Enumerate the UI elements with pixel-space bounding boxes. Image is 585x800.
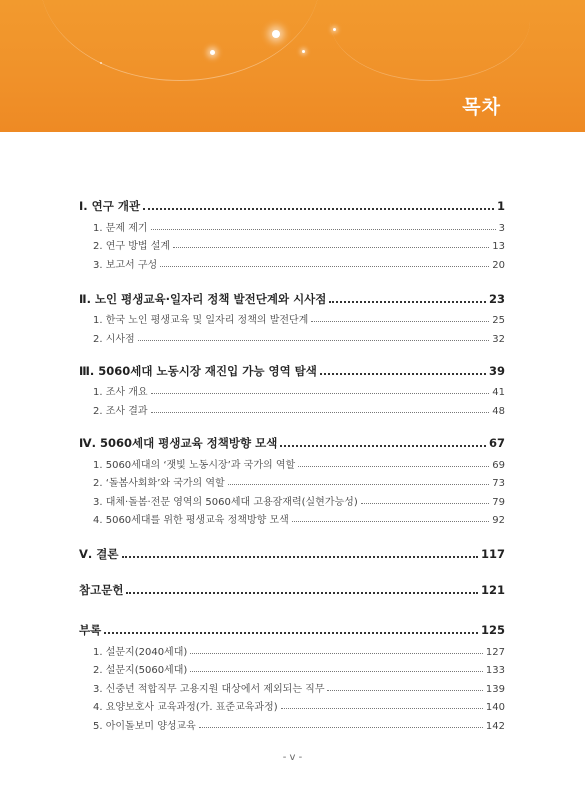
toc-section-entry[interactable] bbox=[93, 643, 505, 658]
toc-section-entry[interactable] bbox=[93, 474, 505, 489]
toc-entry-label: 4. 요양보호사 교육과정(가. 표준교육과정) bbox=[93, 702, 278, 713]
toc-chapter-entry[interactable] bbox=[79, 363, 505, 379]
toc-entry-page-number: 69 bbox=[492, 460, 505, 471]
toc-entry-label: 부록 bbox=[79, 623, 102, 637]
toc-entry-page-number: 133 bbox=[485, 665, 505, 676]
toc-entry-label: 3. 대체·돌봄·전문 영역의 5060세대 고용잠재력(실현가능성) bbox=[93, 497, 358, 508]
toc-entry-page-number: 39 bbox=[488, 364, 505, 378]
toc-entry-label: Ⅱ. 노인 평생교육·일자리 정책 발전단계와 시사점 bbox=[79, 292, 327, 306]
toc-entry-page-number: 125 bbox=[480, 623, 505, 637]
toc-entry-label: Ⅰ. 연구 개관 bbox=[79, 199, 141, 213]
toc-section-entry[interactable] bbox=[93, 219, 505, 234]
toc-entry-label: Ⅳ. 5060세대 평생교육 정책방향 모색 bbox=[79, 436, 278, 450]
dot-leader bbox=[173, 246, 489, 248]
toc-entry-label: Ⅴ. 결론 bbox=[79, 547, 119, 561]
toc-entry-page-number: 67 bbox=[488, 436, 505, 450]
toc-entry-page-number: 117 bbox=[480, 547, 505, 561]
dot-leader bbox=[143, 207, 494, 210]
decorative-arc bbox=[330, 0, 530, 81]
toc-entry-label: 1. 조사 개요 bbox=[93, 387, 148, 398]
toc-entry-label: 1. 한국 노인 평생교육 및 일자리 정책의 발전단계 bbox=[93, 315, 309, 326]
toc-section-entry[interactable] bbox=[93, 680, 505, 695]
page-number: - v - bbox=[282, 752, 303, 763]
toc-entry-page-number: 139 bbox=[485, 684, 505, 695]
dot-leader bbox=[298, 465, 489, 467]
toc-section-entry[interactable] bbox=[93, 493, 505, 508]
toc-entry-page-number: 20 bbox=[492, 260, 505, 271]
toc-chapter-entry[interactable] bbox=[79, 198, 505, 214]
sparkle-icon bbox=[302, 50, 305, 53]
sparkle-icon bbox=[333, 28, 336, 31]
toc-entry-label: Ⅲ. 5060세대 노동시장 재진입 가능 영역 탐색 bbox=[79, 364, 317, 378]
toc-section-entry[interactable] bbox=[93, 511, 505, 526]
dot-leader bbox=[320, 372, 486, 375]
toc-entry-page-number: 79 bbox=[492, 497, 505, 508]
toc-entry-page-number: 41 bbox=[492, 387, 505, 398]
dot-leader bbox=[327, 689, 482, 691]
toc-entry-label: 2. 시사점 bbox=[93, 334, 135, 345]
toc-entry-page-number: 3 bbox=[498, 223, 505, 234]
toc-chapter-entry[interactable] bbox=[79, 622, 505, 638]
toc-entry-label: 3. 보고서 구성 bbox=[93, 260, 158, 271]
dot-leader bbox=[160, 265, 489, 267]
toc-entry-label: 1. 설문지(2040세대) bbox=[93, 647, 188, 658]
sparkle-icon bbox=[272, 30, 280, 38]
toc-section-entry[interactable] bbox=[93, 456, 505, 471]
toc-section-entry[interactable] bbox=[93, 698, 505, 713]
toc-entry-page-number: 140 bbox=[485, 702, 505, 713]
toc-entry-page-number: 142 bbox=[485, 721, 505, 732]
dot-leader bbox=[280, 444, 486, 447]
toc-entry-label: 2. 조사 결과 bbox=[93, 406, 148, 417]
decorative-arc bbox=[40, 0, 320, 81]
sparkle-icon bbox=[210, 50, 215, 55]
dot-leader bbox=[311, 320, 489, 322]
dot-leader bbox=[126, 591, 478, 594]
toc-chapter-entry[interactable] bbox=[79, 291, 505, 307]
dot-leader bbox=[228, 483, 490, 485]
toc-section-entry[interactable] bbox=[93, 330, 505, 345]
toc-entry-page-number: 25 bbox=[492, 315, 505, 326]
toc-entry-label: 2. 연구 방법 설계 bbox=[93, 241, 171, 252]
dot-leader bbox=[199, 726, 483, 728]
header-banner bbox=[0, 0, 585, 132]
toc-chapter-entry[interactable] bbox=[79, 582, 505, 598]
toc-section-entry[interactable] bbox=[93, 661, 505, 676]
toc-section-entry[interactable] bbox=[93, 256, 505, 271]
toc-entry-page-number: 121 bbox=[480, 583, 505, 597]
toc-entry-label: 5. 아이돌보미 양성교육 bbox=[93, 721, 196, 732]
toc-section-entry[interactable] bbox=[93, 402, 505, 417]
dot-leader bbox=[151, 411, 490, 413]
toc-section-entry[interactable] bbox=[93, 237, 505, 252]
toc-entry-page-number: 13 bbox=[492, 241, 505, 252]
toc-entry-page-number: 23 bbox=[488, 292, 505, 306]
toc-entry-label: 참고문헌 bbox=[79, 583, 124, 597]
toc-entry-page-number: 48 bbox=[492, 406, 505, 417]
toc-entry-page-number: 32 bbox=[492, 334, 505, 345]
toc-entry-page-number: 92 bbox=[492, 515, 505, 526]
dot-leader bbox=[104, 631, 478, 634]
toc-chapter-entry[interactable] bbox=[79, 435, 505, 451]
page-title: 목차 bbox=[462, 96, 501, 118]
toc-section-entry[interactable] bbox=[93, 311, 505, 326]
toc-entry-label: 2. 설문지(5060세대) bbox=[93, 665, 188, 676]
toc-entry-label: 1. 5060세대의 ‘잿빛 노동시장’과 국가의 역할 bbox=[93, 460, 296, 471]
dot-leader bbox=[190, 652, 483, 654]
dot-leader bbox=[292, 520, 489, 522]
dot-leader bbox=[151, 392, 490, 394]
dot-leader bbox=[361, 502, 490, 504]
toc-entry-page-number: 73 bbox=[492, 478, 505, 489]
toc-section-entry[interactable] bbox=[93, 383, 505, 398]
dot-leader bbox=[329, 300, 486, 303]
toc-entry-label: 3. 신중년 적합직무 고용지원 대상에서 제외되는 직무 bbox=[93, 684, 325, 695]
toc-entry-label: 1. 문제 제기 bbox=[93, 223, 148, 234]
dot-leader bbox=[190, 670, 483, 672]
dot-leader bbox=[281, 707, 483, 709]
dot-leader bbox=[138, 339, 490, 341]
toc-entry-label: 4. 5060세대를 위한 평생교육 정책방향 모색 bbox=[93, 515, 289, 526]
dot-leader bbox=[151, 228, 496, 230]
toc-entry-page-number: 127 bbox=[485, 647, 505, 658]
toc-section-entry[interactable] bbox=[93, 717, 505, 732]
toc-entry-label: 2. ‘돌봄사회화’와 국가의 역할 bbox=[93, 478, 225, 489]
toc-chapter-entry[interactable] bbox=[79, 546, 505, 562]
toc-entry-page-number: 1 bbox=[496, 199, 505, 213]
dot-leader bbox=[122, 555, 478, 558]
sparkle-icon bbox=[100, 62, 102, 64]
